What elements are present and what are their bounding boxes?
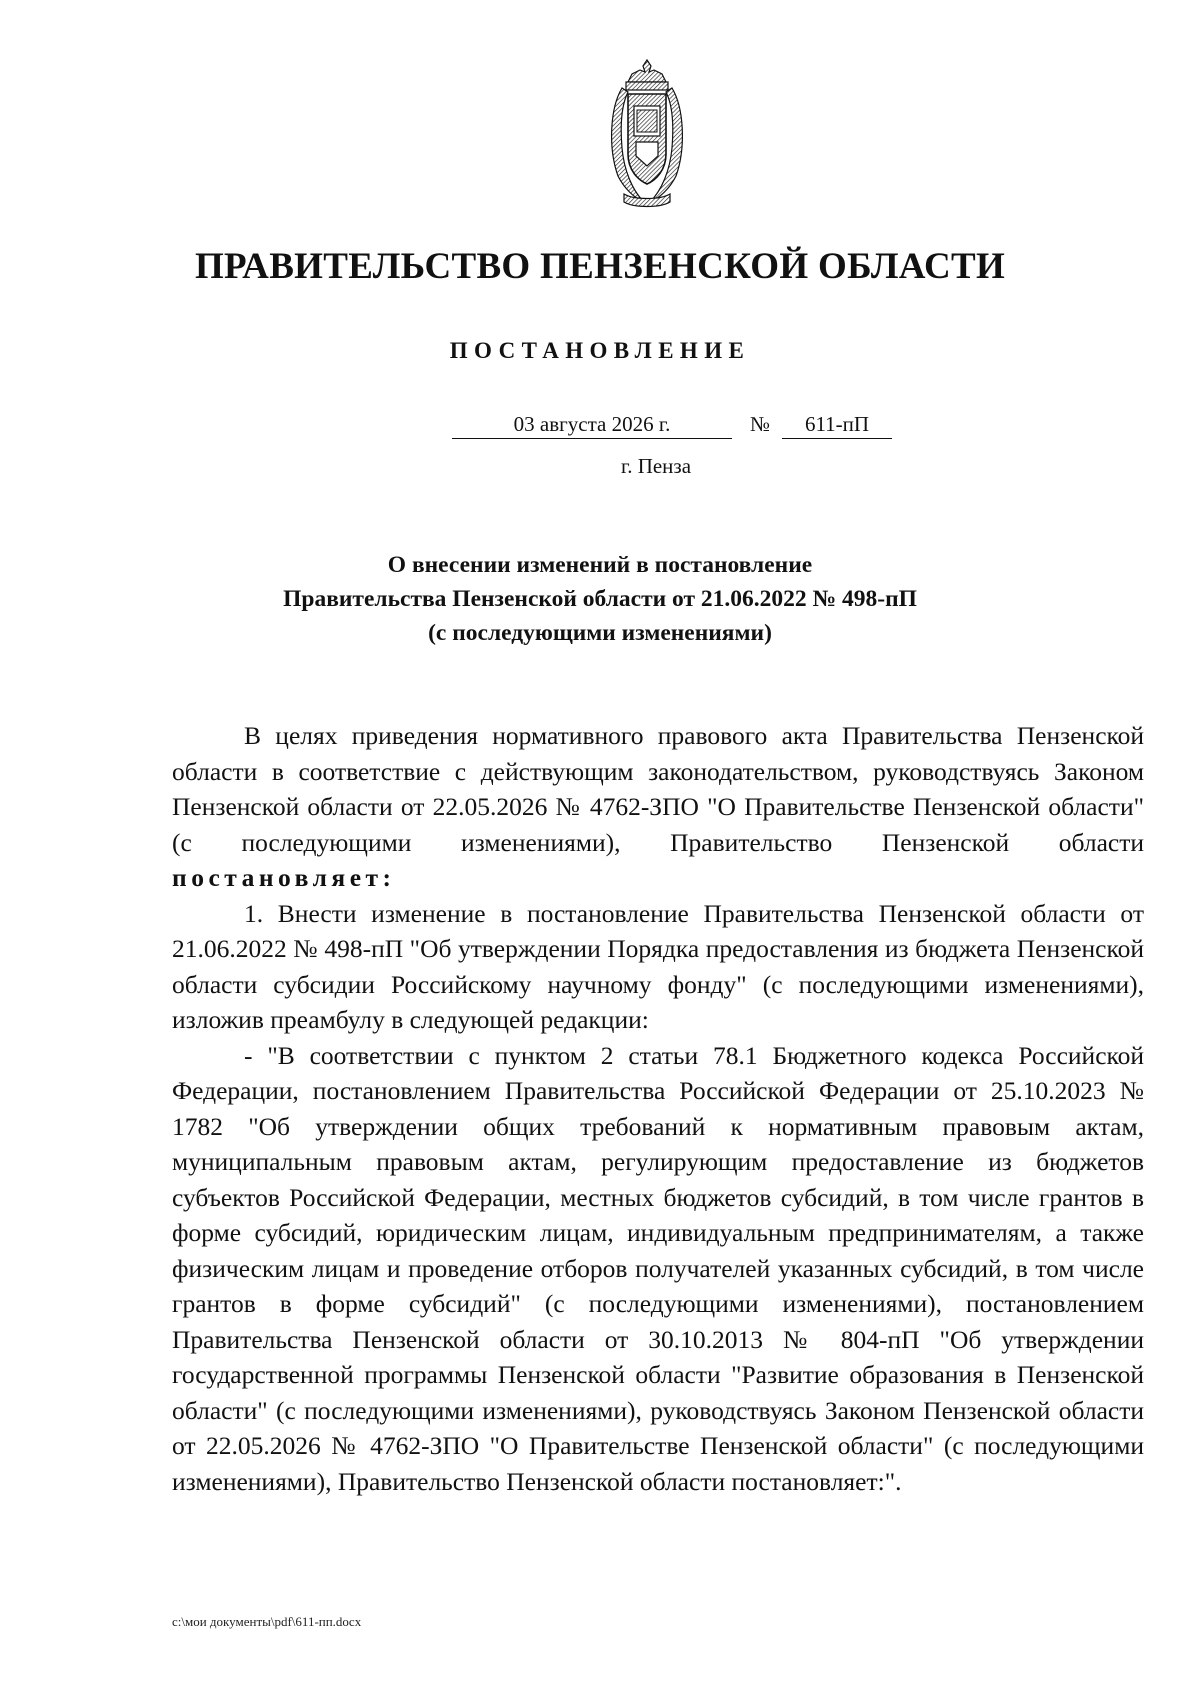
subject-line-1: О внесении изменений в постановление	[387, 552, 813, 578]
preamble-paragraph	[172, 718, 1144, 896]
footer-file-path: c:\мои документы\pdf\611-пп.docx	[172, 1614, 362, 1629]
document-type-heading: ПОСТАНОВЛЕНИЕ	[449, 338, 751, 363]
date-number-line	[0, 410, 1200, 440]
new-preamble-paragraph: - "В соответствии с пунктом 2 статьи 78.1 Бюджетного кодекса Российской Федерации, постановлением Правительства Российской Федерации от 25.10.2023 № 1782 "Об утверждении общих требований к нормативным правовым актам, муниципальным правовым актам, регулирующим предоставление из бюджетов субъектов Российской Федерации, местных бюджетов субсидий, в том числе грантов в форме субсидий, юридическим лицам, индивидуальным предпринимателям, а также физическим лицам и проведение отборов получателей указанных субсидий, в том числе грантов в форме субсидий" (с последующими изменениями), постановлением Правительства Пензенской области от 30.10.2013 № 804-пП "Об утверждении государственной программы Пензенской области "Развитие образования в Пензенской области" (с последующими изменениями), руководствуясь Законом Пензенской области от 22.05.2026 № 4762-ЗПО "О Правительстве Пензенской области" (с последующими изменениями), Правительство Пензенской области постановляет:".	[172, 1040, 1144, 1496]
subject-line-3: (с последующими изменениями)	[428, 620, 772, 646]
decree-word: постановляет:	[172, 863, 396, 892]
preamble-text: В целях приведения нормативного правового акта Правительства Пензенской области в соответствие с действующим законодательством, руководствуясь Законом Пензенской области от 22.05.2026 № 4762-ЗПО "О Правительстве Пензенской области" (с последующими изменениями), Правительство Пензенской области	[172, 721, 1144, 857]
coat-of-arms-icon	[604, 58, 690, 208]
organization-title: ПРАВИТЕЛЬСТВО ПЕНЗЕНСКОЙ ОБЛАСТИ	[194, 246, 1006, 287]
document-subject	[0, 548, 1200, 650]
city: г. Пенза	[620, 454, 692, 478]
subject-line-2: Правительства Пензенской области от 21.06.2022 № 498-пП	[283, 586, 917, 612]
document-body	[172, 718, 1144, 1499]
document-date: 03 августа 2026 г.	[452, 410, 732, 439]
clause-1-paragraph: 1. Внести изменение в постановление Правительства Пензенской области от 21.06.2022 № 498-пП "Об утверждении Порядка предоставления из бюджета Пензенской области субсидии Российскому научному фонду" (с последующими изменениями), изложив преамбулу в следующей редакции:	[172, 898, 1144, 1034]
document-number: 611-пП	[782, 410, 892, 439]
number-sign: №	[749, 412, 771, 436]
